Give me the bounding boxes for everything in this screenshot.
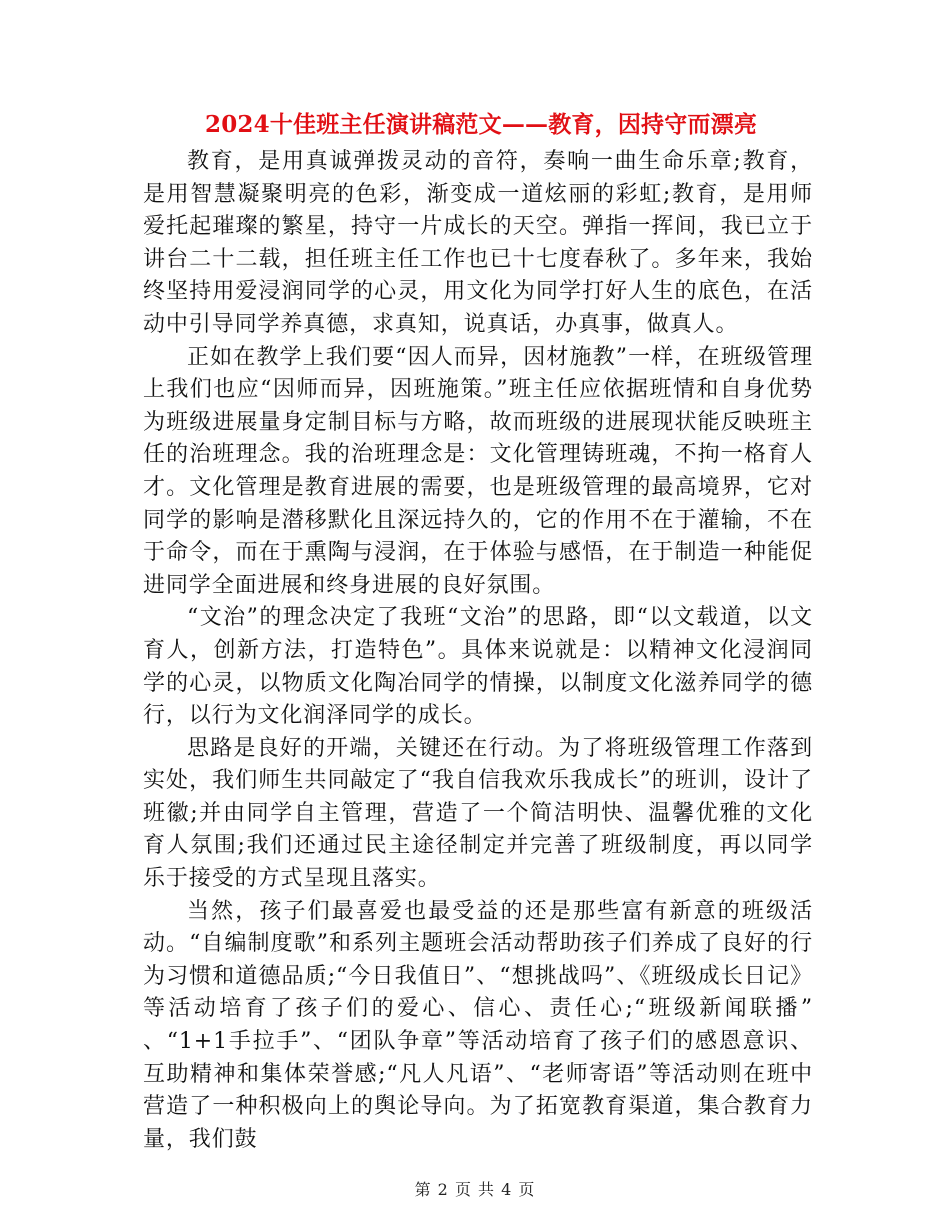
paragraph: 正如在教学上我们要“因人而异，因材施教”一样，在班级管理上我们也应“因师而异，因班施策。”班主任应依据班情和自身优势为班级进展量身定制目标与方略，故而班级的进展现状能反映班主任的治班理念。我的治班理念是：文化管理铸班魂，不拘一格育人才。文化管理是教育进展的需要，也是班级管理的最高境界，它对同学的影响是潜移默化且深远持久的，它的作用不在于灌输，不在于命令，而在于熏陶与浸润，在于体验与感悟，在于制造一种能促进同学全面进展和终身进展的良好氛围。	[143, 344, 813, 598]
paragraph: “文治”的理念决定了我班“文治”的思路，即“以文载道，以文育人，创新方法，打造特色”。具体来说就是：以精神文化浸润同学的心灵，以物质文化陶冶同学的情操，以制度文化滋养同学的德行，以行为文化润泽同学的成长。	[143, 605, 813, 729]
page-number-footer: 第 2 页 共 4 页	[414, 1180, 536, 1199]
document-title: 2024十佳班主任演讲稿范文——教育，因持守而漂亮	[205, 111, 758, 138]
document-body	[143, 146, 813, 1156]
paragraph: 教育，是用真诚弹拨灵动的音符，奏响一曲生命乐章;教育，是用智慧凝聚明亮的色彩，渐变成一道炫丽的彩虹;教育，是用师爱托起璀璨的繁星，持守一片成长的天空。弹指一挥间，我已立于讲台二十二载，担任班主任工作也已十七度春秋了。多年来，我始终坚持用爱浸润同学的心灵，用文化为同学打好人生的底色，在活动中引导同学养真德，求真知，说真话，办真事，做真人。	[143, 149, 813, 337]
paragraph: 思路是良好的开端，关键还在行动。为了将班级管理工作落到实处，我们师生共同敲定了“我自信我欢乐我成长”的班训，设计了班徽;并由同学自主管理，营造了一个简洁明快、温馨优雅的文化育人氛围;我们还通过民主途径制定并完善了班级制度，再以同学乐于接受的方式呈现且落实。	[143, 735, 813, 892]
paragraph: 当然，孩子们最喜爱也最受益的还是那些富有新意的班级活动。“自编制度歌”和系列主题班会活动帮助孩子们养成了良好的行为习惯和道德品质;“今日我值日”、“想挑战吗”、《班级成长日记》等活动培育了孩子们的爱心、信心、责任心;“班级新闻联播” 、“1+1手拉手”、“团队争章”等活动培育了孩子们的感恩意识、互助精神和集体荣誉感;“凡人凡语”、“老师寄语”等活动则在班中营造了一种积极向上的舆论导向。为了拓宽教育渠道，集合教育力量，我们鼓	[143, 898, 813, 1152]
